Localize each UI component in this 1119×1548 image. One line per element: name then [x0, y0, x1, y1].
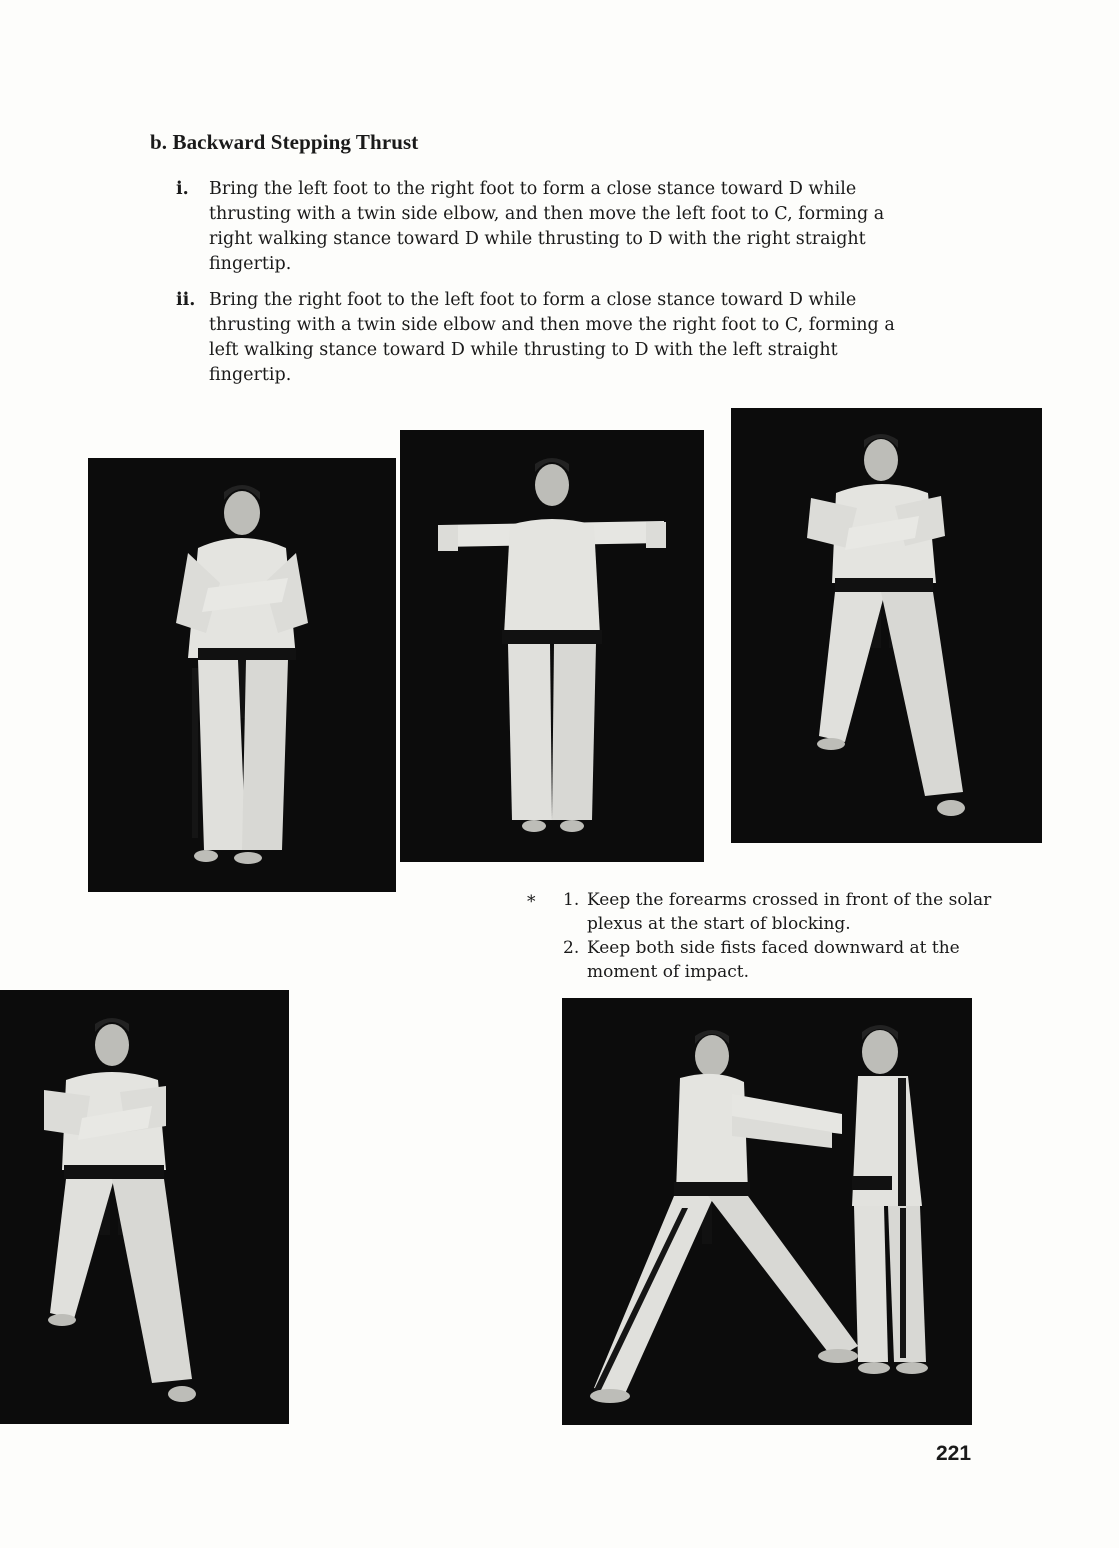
step-number: i.	[176, 179, 189, 199]
note-number: 2.	[563, 938, 580, 958]
section-heading: b. Backward Stepping Thrust	[150, 130, 419, 154]
note-item	[563, 936, 1047, 984]
step-text: Bring the right foot to the left foot to form a close stance toward D while thrusting with a twin side elbow and then move the right foot to C, forming a left walking stance toward D while thrusting to D with the left straight fingertip.	[209, 290, 895, 385]
note-text: Keep both side fists faced downward at the moment of impact.	[587, 938, 960, 982]
note-text: Keep the forearms crossed in front of the solar plexus at the start of blocking.	[587, 890, 992, 934]
step-number: ii.	[176, 290, 196, 310]
photo-walking-stance-crossed-arms	[731, 408, 1042, 843]
step-i	[176, 177, 936, 277]
page-number: 221	[936, 1442, 972, 1465]
note-number: 1.	[563, 890, 580, 910]
photo-close-stance-twin-elbow	[400, 430, 704, 862]
photo-left-walking-stance-crossed-arms	[0, 990, 289, 1424]
note-marker: *	[527, 892, 536, 912]
photo-close-stance-crossed-arms	[88, 458, 396, 892]
step-ii	[176, 288, 936, 388]
note-item	[563, 888, 1047, 936]
step-text: Bring the left foot to the right foot to form a close stance toward D while thrusting with a twin side elbow, and then move the left foot to C, forming a right walking stance toward D while thrusting to D with the right straight fingertip.	[209, 179, 885, 274]
photo-fingertip-thrust-partner	[562, 998, 972, 1425]
notes-block	[527, 888, 1047, 984]
